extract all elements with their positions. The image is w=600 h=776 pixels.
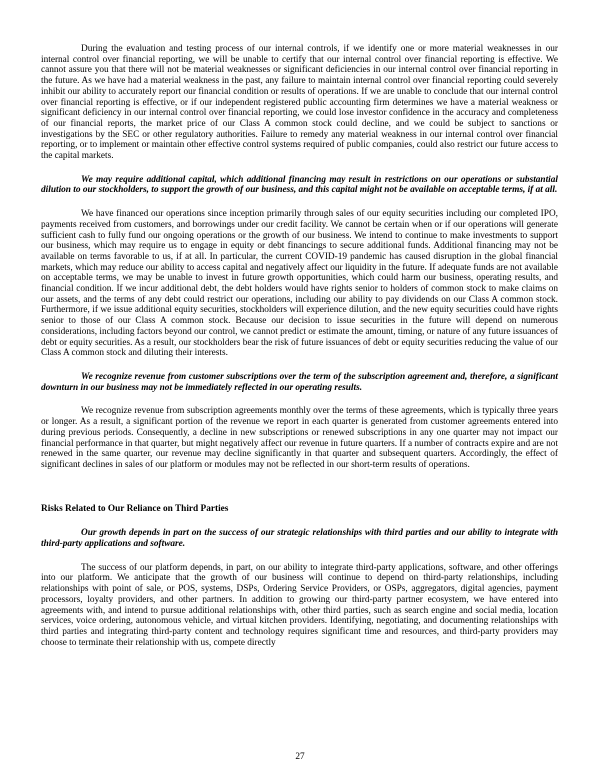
paragraph-financing-operations: We have financed our operations since inception primarily through sales of our equity securities including our completed IPO, payments received from customers, and borrowings under our credit facility. We cannot be certain when or if our operations will generate sufficient cash to fully fund our ongoing operations or the growth of our business. We intend to continue to make investments to support our business, which may require us to engage in equity or debt financings to secure additional funds. Additional financing may not be available on terms favorable to us, if at all. In particular, the current COVID-19 pandemic has caused disruption in the global financial markets, which may reduce our ability to access capital and negatively affect our liquidity in the future. If adequate funds are not available on acceptable terms, we may be unable to invest in future growth opportunities, which could harm our business, operating results, and financial condition. If we incur additional debt, the debt holders would have rights senior to holders of common stock to make claims on our assets, and the terms of any debt could restrict our operations, including our ability to pay dividends on our Class A common stock. Furthermore, if we issue additional equity securities, stockholders will experience dilution, and the new equity securities could have rights senior to those of our Class A common stock. Because our decision to issue securities in the future will depend on numerous considerations, including factors beyond our control, we cannot predict or estimate the amount, timing, or nature of any future issuances of debt or equity securities. As a result, our stockholders bear the risk of future issuances of debt or equity securities reducing the value of our Class A common stock and diluting their interests.: [41, 209, 558, 359]
page-number: 27: [295, 752, 305, 763]
paragraph-subscription-revenue: We recognize revenue from subscription agreements monthly over the terms of these agreements, which is typically three years or longer. As a result, a significant portion of the revenue we report in each quarter is generated from customer agreements entered into during previous periods. Consequently, a decline in new subscriptions or renewed subscriptions in any one quarter may not impact our financial performance in that quarter, but might negatively affect our revenue in future quarters. If a number of contracts expire and are not renewed in the same quarter, our revenue may decline significantly in that quarter and subsequent quarters. Accordingly, the effect of significant declines in sales of our platform or modules may not be reflected in our short-term results of operations.: [41, 406, 558, 470]
section-heading-third-parties: Risks Related to Our Reliance on Third Parties: [41, 503, 229, 514]
paragraph-platform-integrations: The success of our platform depends, in part, on our ability to integrate third-party applications, software, and other offerings into our platform. We anticipate that the growth of our business will continue to depend on third-party relationships, including relationships with point of sale, or POS, systems, DSPs, Ordering Service Providers, or OSPs, aggregators, digital agencies, payment processors, loyalty providers, and other partners. In addition to growing our third-party partner ecosystem, we have entered into agreements with, and intend to pursue additional relationships with, other third parties, such as search engine and social media, location services, voice ordering, autonomous vehicle, and virtual kitchen providers. Identifying, negotiating, and documenting relationships with third parties and integrating third-party content and technology requires significant time and resources, and third-party providers may choose to terminate their relationship with us, compete directly: [41, 562, 558, 648]
risk-heading-revenue-recognition: We recognize revenue from customer subscriptions over the term of the subscription agreement and, therefore, a significant downturn in our business may not be immediately reflected in our operating results.: [41, 371, 558, 393]
paragraph-internal-controls: During the evaluation and testing process of our internal controls, if we identify one or more material weaknesses in our internal control over financial reporting, we will be unable to certify that our internal control over financial reporting is effective. We cannot assure you that there will not be material weaknesses or significant deficiencies in our internal control over financial reporting in the future. As we have had a material weakness in the past, any failure to maintain internal control over financial reporting could severely inhibit our ability to accurately report our financial condition or results of operations. If we are unable to conclude that our internal control over financial reporting is effective, or if our independent registered public accounting firm determines we have a material weakness or significant deficiency in our internal control over financial reporting, we could lose investor confidence in the accuracy and completeness of our financial reports, the market price of our Class A common stock could decline, and we could be subject to sanctions or investigations by the SEC or other regulatory authorities. Failure to remedy any material weakness in our internal control over financial reporting, or to implement or maintain other effective control systems required of public companies, could also restrict our future access to the capital markets.: [41, 44, 558, 162]
risk-heading-strategic-relationships: Our growth depends in part on the success of our strategic relationships with third parties and our ability to integrate with third-party applications and software.: [41, 528, 558, 550]
risk-heading-additional-capital: We may require additional capital, which additional financing may result in restrictions on our operations or substantial dilution to our stockholders, to support the growth of our business, and this capital might not be available on acceptable terms, if at all.: [41, 174, 558, 196]
